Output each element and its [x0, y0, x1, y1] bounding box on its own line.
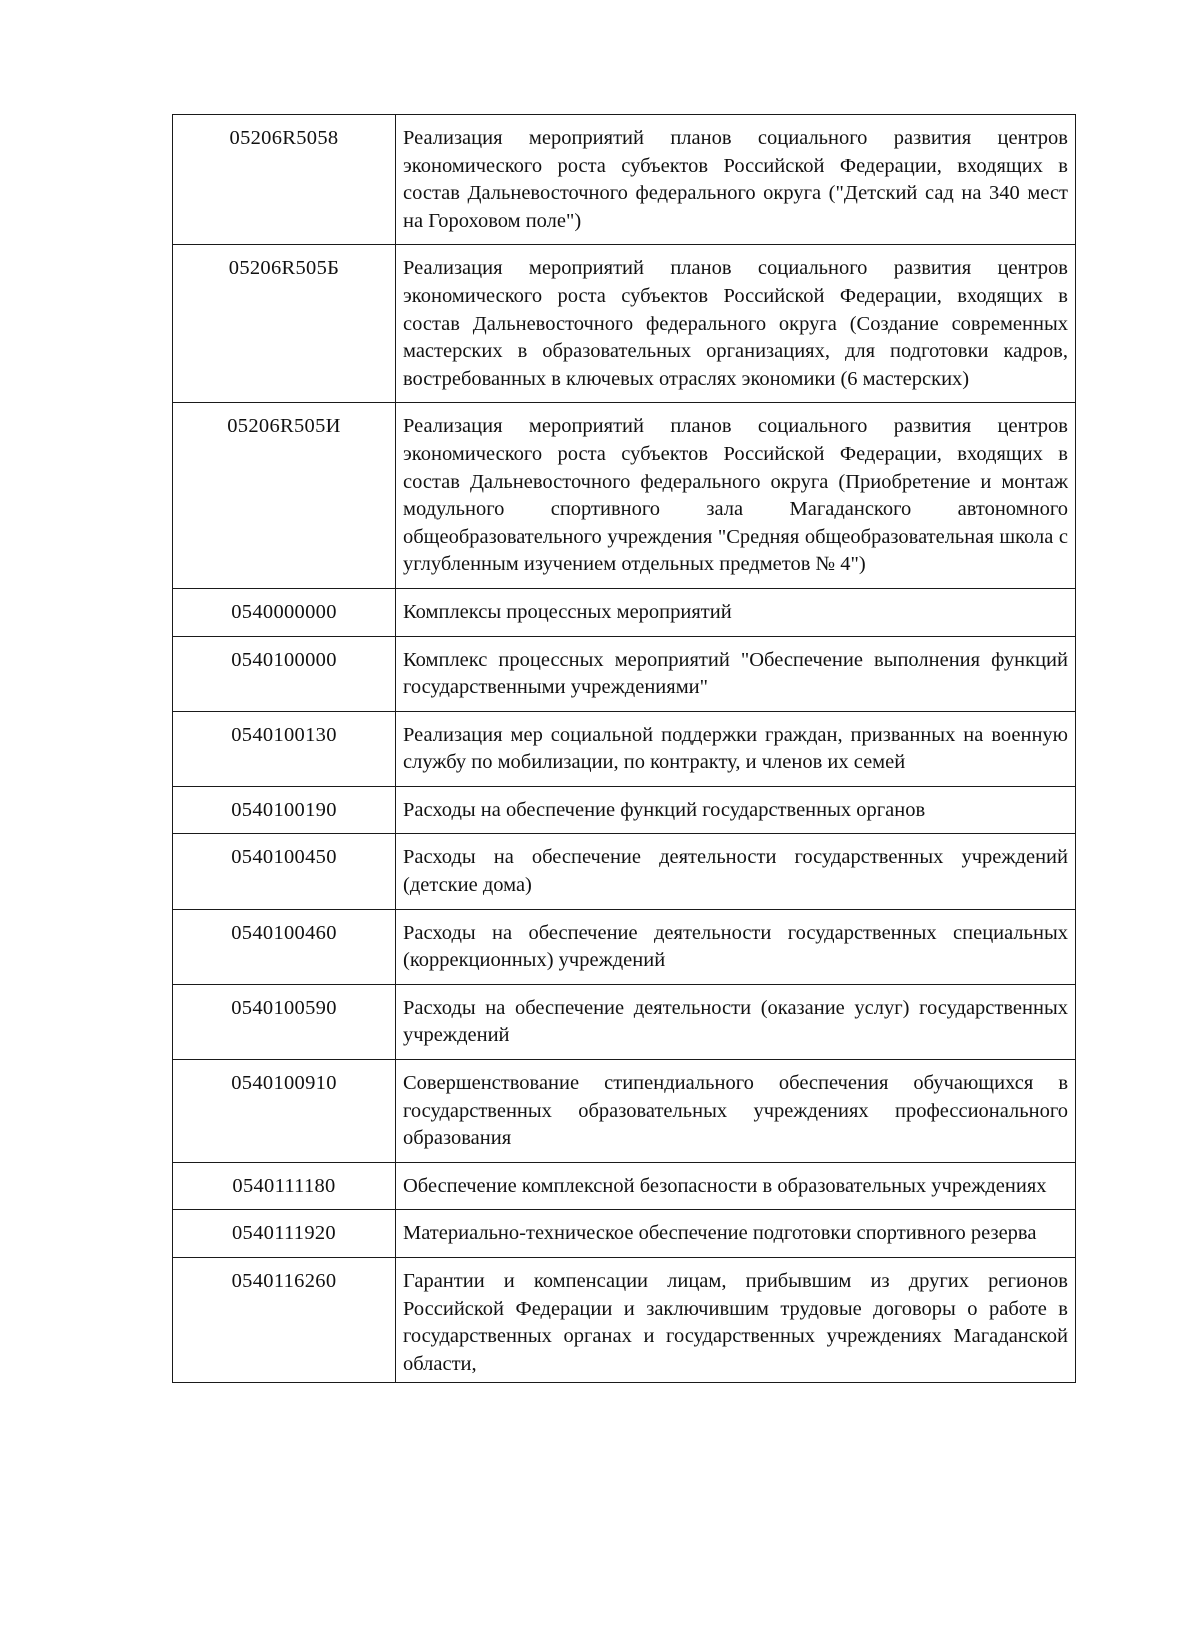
row-code: 0540100000 — [173, 636, 396, 711]
row-code: 0540116260 — [173, 1258, 396, 1383]
row-code: 0540100910 — [173, 1060, 396, 1163]
row-description: Совершенствование стипендиального обеспечения обучающихся в государственных образовательных учреждениях профессионального образования — [396, 1060, 1076, 1163]
table-row — [173, 403, 1076, 589]
table-row — [173, 1258, 1076, 1383]
row-code: 0540111180 — [173, 1162, 396, 1210]
row-description: Реализация мероприятий планов социального развития центров экономического роста субъектов Российской Федерации, входящих в состав Дальневосточного федерального округа (Приобретение и монтаж модульного спортивного зала Магаданского автономного общеобразовательного учреждения "Средняя общеобразовательная школа с углубленным изучением отдельных предметов № 4") — [396, 403, 1076, 589]
row-description: Реализация мероприятий планов социального развития центров экономического роста субъектов Российской Федерации, входящих в состав Дальневосточного федерального округа ("Детский сад на 340 мест на Гороховом поле") — [396, 115, 1076, 245]
table-row — [173, 588, 1076, 636]
row-code: 0540111920 — [173, 1210, 396, 1258]
table-row — [173, 115, 1076, 245]
table-row — [173, 711, 1076, 786]
row-code: 0540000000 — [173, 588, 396, 636]
row-description: Расходы на обеспечение деятельности (оказание услуг) государственных учреждений — [396, 984, 1076, 1059]
row-description: Реализация мероприятий планов социального развития центров экономического роста субъектов Российской Федерации, входящих в состав Дальневосточного федерального округа (Создание современных мастерских в образовательных организациях, для подготовки кадров, востребованных в ключевых отраслях экономики (6 мастерских) — [396, 245, 1076, 403]
table-row — [173, 636, 1076, 711]
row-code: 05206R5058 — [173, 115, 396, 245]
row-code: 05206R505И — [173, 403, 396, 589]
table-row — [173, 1210, 1076, 1258]
budget-code-table — [172, 114, 1076, 1383]
row-code: 0540100590 — [173, 984, 396, 1059]
row-code: 0540100190 — [173, 786, 396, 834]
row-code: 0540100450 — [173, 834, 396, 909]
row-description: Реализация мер социальной поддержки граждан, призванных на военную службу по мобилизации, по контракту, и членов их семей — [396, 711, 1076, 786]
row-description: Расходы на обеспечение деятельности государственных специальных (коррекционных) учреждений — [396, 909, 1076, 984]
table-row — [173, 1060, 1076, 1163]
row-code: 0540100460 — [173, 909, 396, 984]
row-description: Обеспечение комплексной безопасности в образовательных учреждениях — [396, 1162, 1076, 1210]
table-row — [173, 909, 1076, 984]
row-code: 0540100130 — [173, 711, 396, 786]
table-row — [173, 245, 1076, 403]
row-description: Комплексы процессных мероприятий — [396, 588, 1076, 636]
table-row — [173, 1162, 1076, 1210]
table-row — [173, 984, 1076, 1059]
row-description: Гарантии и компенсации лицам, прибывшим из других регионов Российской Федерации и заключившим трудовые договоры о работе в государственных органах и государственных учреждениях Магаданской области, — [396, 1258, 1076, 1383]
table-row — [173, 834, 1076, 909]
row-description: Расходы на обеспечение деятельности государственных учреждений (детские дома) — [396, 834, 1076, 909]
row-description: Комплекс процессных мероприятий "Обеспечение выполнения функций государственными учреждениями" — [396, 636, 1076, 711]
table-row — [173, 786, 1076, 834]
row-description: Материально-техническое обеспечение подготовки спортивного резерва — [396, 1210, 1076, 1258]
row-description: Расходы на обеспечение функций государственных органов — [396, 786, 1076, 834]
row-code: 05206R505Б — [173, 245, 396, 403]
